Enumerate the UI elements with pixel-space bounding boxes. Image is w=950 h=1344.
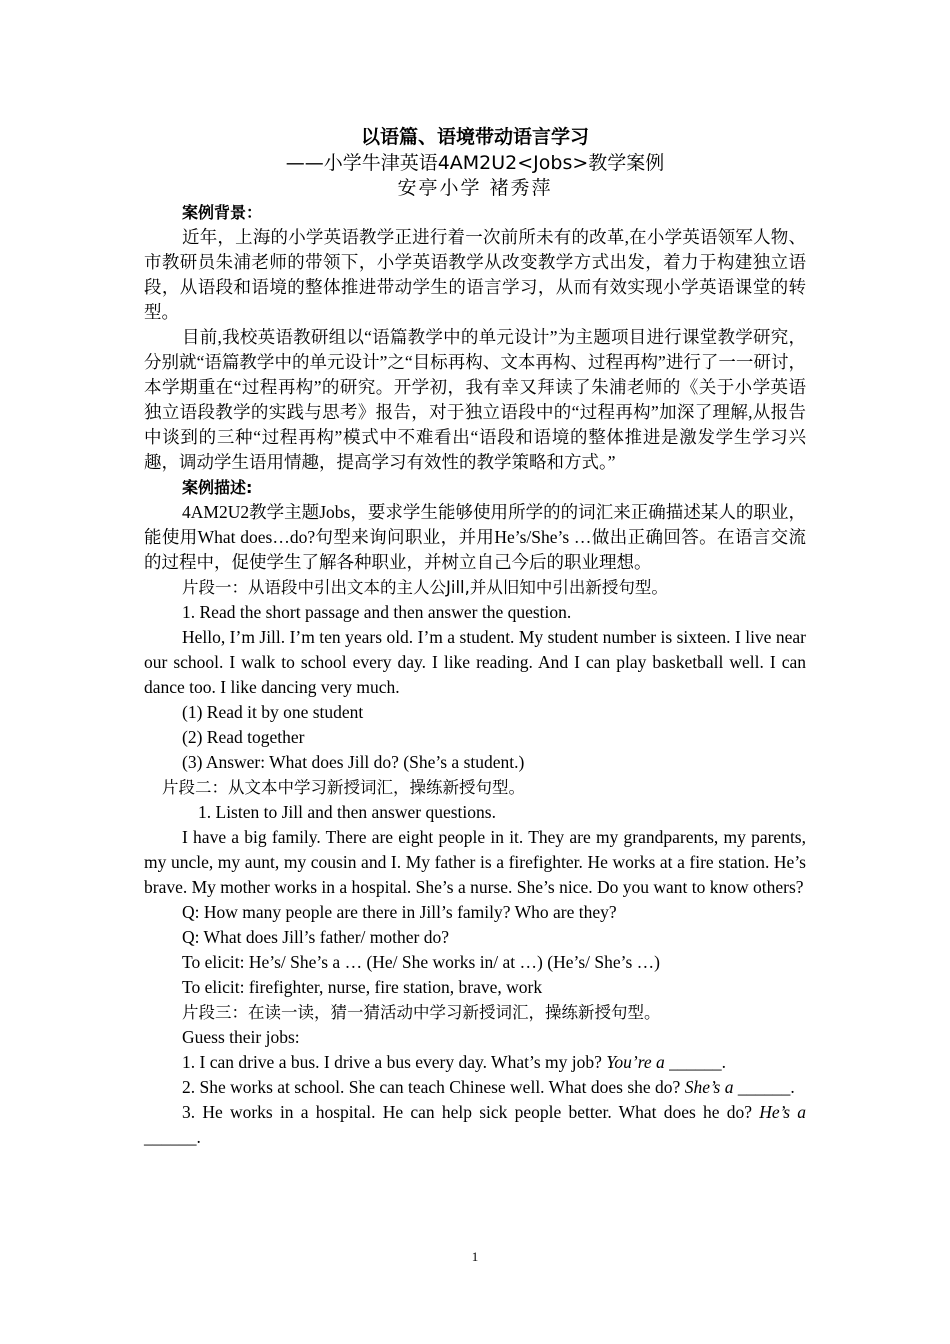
segment2-line: Q: How many people are there in Jill’s family? Who are they? <box>182 902 617 922</box>
segment3-intro: Guess their jobs: <box>182 1027 300 1047</box>
guess-item-blank: ______. <box>664 1052 727 1072</box>
segment2-heading: 片段二：从文本中学习新授词汇，操练新授句型。 <box>162 778 525 797</box>
doc-title: 以语篇、语境带动语言学习 <box>360 126 589 148</box>
segment2-passage: I have a big family. There are eight people in it. They are my grandparents, my parents, my uncle, my aunt, my cousin and I. My father is a firefighter. He works at a fire station. He’s brave. My mother works in a hospital. She’s a nurse. She’s nice. Do you want to know others? <box>144 827 806 897</box>
guess-item-answer: You’re a <box>606 1052 665 1072</box>
guess-item-text: 2. She works at school. She can teach Chinese well. What does she do? <box>182 1077 685 1097</box>
segment1-task: 1. Read the short passage and then answer the question. <box>182 602 572 622</box>
background-paragraph-2: 目前,我校英语教研组以“语篇教学中的单元设计”为主题项目进行课堂教学研究，分别就“语篇教学中的单元设计”之“目标再构、文本再构、过程再构”进行了一一研讨，本学期重在“过程再构”的研究。开学初，我有幸又拜读了朱浦老师的《关于小学英语独立语段教学的实践与思考》报告，对于独立语段中的“过程再构”加深了理解,从报告中谈到的三种“过程再构”模式中不难看出“语段和语境的整体推进是激发学生学习兴趣，调动学生语用情趣，提高学习有效性的教学策略和方式。” <box>144 327 806 472</box>
segment1-step: (1) Read it by one student <box>182 702 364 722</box>
doc-author: 安亭小学 褚秀萍 <box>397 177 553 199</box>
guess-item-3 <box>144 1100 806 1150</box>
guess-item-2 <box>144 1075 806 1100</box>
segment2-line: To elicit: firefighter, nurse, fire station, brave, work <box>182 977 543 997</box>
segment2-line: Q: What does Jill’s father/ mother do? <box>182 927 449 947</box>
guess-item-1 <box>144 1050 806 1075</box>
guess-item-text: 1. I can drive a bus. I drive a bus every day. What’s my job? <box>182 1052 607 1072</box>
segment1-heading: 片段一：从语段中引出文本的主人公Jill,并从旧知中引出新授句型。 <box>182 578 668 597</box>
segment2-line: To elicit: He’s/ She’s a … (He/ She works in/ at …) (He’s/ She’s …) <box>182 952 661 972</box>
segment2-task: 1. Listen to Jill and then answer questions. <box>198 802 496 822</box>
guess-item-text: 3. He works in a hospital. He can help sick people better. What does he do? <box>182 1102 760 1122</box>
guess-item-blank: ______. <box>144 1127 201 1147</box>
section-heading-description: 案例描述: <box>182 478 253 497</box>
segment3-heading: 片段三：在读一读，猜一猜活动中学习新授词汇，操练新授句型。 <box>182 1003 661 1022</box>
segment1-step: (3) Answer: What does Jill do? (She’s a student.) <box>182 752 525 772</box>
guess-item-answer: He’s a <box>759 1102 806 1122</box>
section-heading-background: 案例背景： <box>182 203 263 222</box>
background-paragraph-1: 近年，上海的小学英语教学正进行着一次前所未有的改革,在小学英语领军人物、市教研员朱浦老师的带领下，小学英语教学从改变教学方式出发，着力于构建独立语段，从语段和语境的整体推进带动学生的语言学习，从而有效实现小学英语课堂的转型。 <box>144 227 806 322</box>
doc-subtitle: ——小学牛津英语4AM2U2<Jobs>教学案例 <box>285 152 665 174</box>
page-number: 1 <box>471 1249 479 1264</box>
segment1-step: (2) Read together <box>182 727 305 747</box>
guess-item-blank: ______. <box>733 1077 795 1097</box>
document-body <box>144 124 806 1150</box>
guess-item-answer: She’s a <box>684 1077 734 1097</box>
description-paragraph: 4AM2U2教学主题Jobs，要求学生能够使用所学的的词汇来正确描述某人的职业，能使用What does…do?句型来询问职业，并用He’s/She’s …做出正确回答。在语言交流的过程中，促使学生了解各种职业，并树立自己今后的职业理想。 <box>144 502 806 572</box>
segment1-passage: Hello, I’m Jill. I’m ten years old. I’m a student. My student number is sixteen. I live near our school. I walk to school every day. I like reading. And I can play basketball well. I can dance too. I like dancing very much. <box>144 627 806 697</box>
